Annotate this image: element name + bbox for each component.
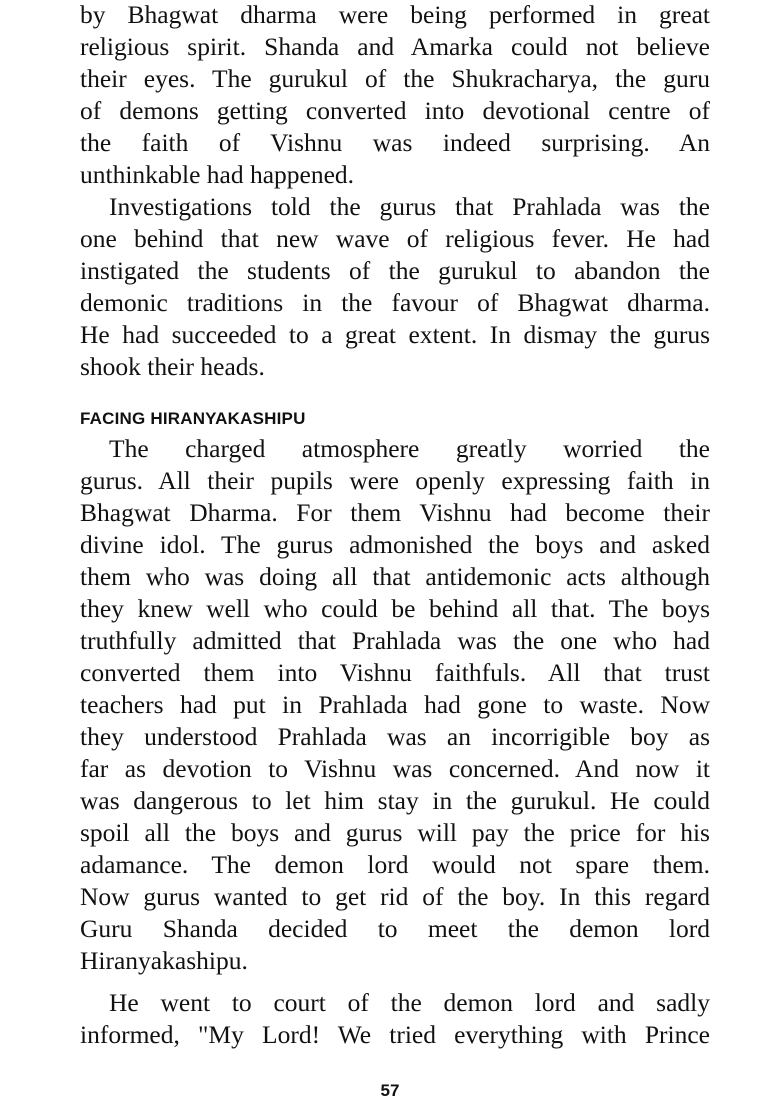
text-line: unthinkable had happened. <box>80 160 355 189</box>
text-line: divine idol. The gurus admonished the boys and asked <box>80 530 710 559</box>
text-line: shook their heads. <box>80 352 265 381</box>
text-line: Now gurus wanted to get rid of the boy. In this regard <box>80 882 710 911</box>
text-line: spoil all the boys and gurus will pay the price for his <box>80 818 710 847</box>
paragraph <box>80 987 710 1051</box>
text-line: of demons getting converted into devotional centre of <box>80 96 710 125</box>
text-line: by Bhagwat dharma were being performed in great <box>80 0 710 29</box>
section-facing-hiranyakashipu <box>80 433 710 1051</box>
text-line: The charged atmosphere greatly worried the <box>109 434 710 463</box>
text-line: Guru Shanda decided to meet the demon lord <box>80 914 710 943</box>
page-number: 57 <box>380 1081 400 1100</box>
text-line: He had succeeded to a great extent. In dismay the gurus <box>80 320 710 349</box>
section-heading: FACING HIRANYAKASHIPU <box>80 409 306 428</box>
text-line: converted them into Vishnu faithfuls. All that trust <box>80 658 710 687</box>
text-line: informed, "My Lord! We tried everything with Prince <box>80 1020 710 1049</box>
section-intro <box>80 0 710 383</box>
text-line: was dangerous to let him stay in the gurukul. He could <box>80 786 710 815</box>
text-line: adamance. The demon lord would not spare them. <box>80 850 710 879</box>
text-line: their eyes. The gurukul of the Shukracharya, the guru <box>80 64 710 93</box>
page-body <box>80 0 710 1051</box>
text-line: Investigations told the gurus that Prahlada was the <box>109 192 710 221</box>
text-line: them who was doing all that antidemonic acts although <box>80 562 710 591</box>
text-line: far as devotion to Vishnu was concerned. And now it <box>80 754 710 783</box>
paragraph <box>80 0 710 191</box>
paragraph <box>80 191 710 383</box>
text-line: Hiranyakashipu. <box>80 946 248 975</box>
text-line: they knew well who could be behind all that. The boys <box>80 594 710 623</box>
text-line: demonic traditions in the favour of Bhagwat dharma. <box>80 288 710 317</box>
text-line: He went to court of the demon lord and sadly <box>109 988 710 1017</box>
text-line: truthfully admitted that Prahlada was the one who had <box>80 626 710 655</box>
text-line: teachers had put in Prahlada had gone to waste. Now <box>80 690 710 719</box>
text-line: religious spirit. Shanda and Amarka could not believe <box>80 32 710 61</box>
text-line: they understood Prahlada was an incorrigible boy as <box>80 722 710 751</box>
text-line: instigated the students of the gurukul to abandon the <box>80 256 710 285</box>
text-line: the faith of Vishnu was indeed surprising. An <box>80 128 710 157</box>
text-line: Bhagwat Dharma. For them Vishnu had become their <box>80 498 710 527</box>
paragraph <box>80 433 710 977</box>
text-line: gurus. All their pupils were openly expressing faith in <box>80 466 710 495</box>
text-line: one behind that new wave of religious fever. He had <box>80 224 710 253</box>
